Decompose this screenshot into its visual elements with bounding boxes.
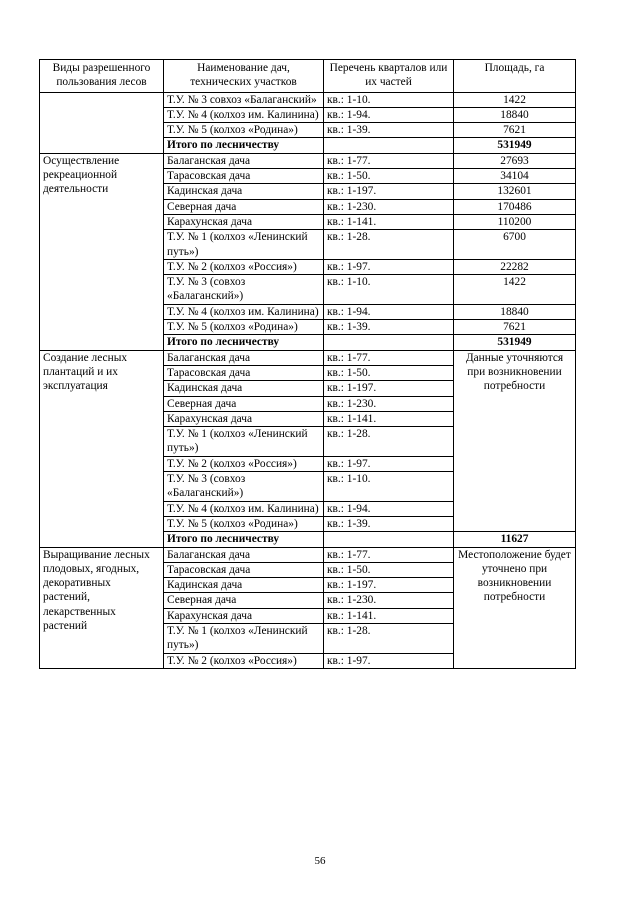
quarters-cell: кв.: 1-77. xyxy=(324,153,454,168)
area-name-cell: Т.У. № 4 (колхоз им. Калинина) xyxy=(164,107,324,122)
area-name-cell: Т.У. № 5 (колхоз «Родина») xyxy=(164,320,324,335)
area-value-cell: 7621 xyxy=(454,320,576,335)
area-name-cell: Т.У. № 3 совхоз «Балаганский» xyxy=(164,92,324,107)
total-value: 11627 xyxy=(454,532,576,547)
quarters-cell: кв.: 1-50. xyxy=(324,562,454,577)
area-name-cell: Т.У. № 2 (колхоз «Россия») xyxy=(164,259,324,274)
table-body xyxy=(40,92,576,668)
forest-use-table xyxy=(39,59,576,669)
area-name-cell: Т.У. № 3 (совхоз «Балаганский») xyxy=(164,472,324,502)
quarters-cell: кв.: 1-10. xyxy=(324,92,454,107)
area-name-cell: Т.У. № 4 (колхоз им. Калинина) xyxy=(164,304,324,319)
total-label: Итого по лесничеству xyxy=(164,335,324,350)
area-value-cell: 110200 xyxy=(454,214,576,229)
quarters-cell: кв.: 1-50. xyxy=(324,169,454,184)
total-label: Итого по лесничеству xyxy=(164,532,324,547)
area-name-cell: Тарасовская дача xyxy=(164,169,324,184)
area-name-cell: Т.У. № 3 (совхоз «Балаганский») xyxy=(164,275,324,305)
header-area: Площадь, га xyxy=(454,60,576,93)
quarters-cell: кв.: 1-230. xyxy=(324,593,454,608)
area-name-cell: Т.У. № 2 (колхоз «Россия») xyxy=(164,653,324,668)
quarters-cell: кв.: 1-77. xyxy=(324,350,454,365)
quarters-cell: кв.: 1-94. xyxy=(324,107,454,122)
quarters-cell: кв.: 1-197. xyxy=(324,381,454,396)
quarters-cell: кв.: 1-94. xyxy=(324,501,454,516)
quarters-cell: кв.: 1-50. xyxy=(324,365,454,380)
area-value-cell: 6700 xyxy=(454,230,576,260)
area-name-cell: Карахунская дача xyxy=(164,214,324,229)
area-name-cell: Северная дача xyxy=(164,593,324,608)
area-name-cell: Т.У. № 1 (колхоз «Ленинский путь») xyxy=(164,230,324,260)
total-empty-cell xyxy=(324,335,454,350)
area-value-cell: 7621 xyxy=(454,123,576,138)
page-number: 56 xyxy=(314,855,326,867)
use-type-cell: Осуществление рекреационной деятельности xyxy=(40,153,164,350)
area-value-cell: 22282 xyxy=(454,259,576,274)
area-note-cell: Данные уточняются при возникновении потребности xyxy=(454,350,576,532)
area-value-cell: 170486 xyxy=(454,199,576,214)
area-value-cell: 1422 xyxy=(454,92,576,107)
area-name-cell: Кадинская дача xyxy=(164,578,324,593)
table-row xyxy=(40,350,576,365)
total-value: 531949 xyxy=(454,138,576,153)
area-value-cell: 27693 xyxy=(454,153,576,168)
area-name-cell: Карахунская дача xyxy=(164,608,324,623)
quarters-cell: кв.: 1-10. xyxy=(324,472,454,502)
quarters-cell: кв.: 1-97. xyxy=(324,456,454,471)
quarters-cell: кв.: 1-141. xyxy=(324,214,454,229)
area-name-cell: Тарасовская дача xyxy=(164,562,324,577)
area-name-cell: Т.У. № 2 (колхоз «Россия») xyxy=(164,456,324,471)
table-row xyxy=(40,92,576,107)
area-value-cell: 18840 xyxy=(454,304,576,319)
use-type-cell: Выращивание лесных плодовых, ягодных, декоративных растений, лекарственных растений xyxy=(40,547,164,668)
area-name-cell: Т.У. № 4 (колхоз им. Калинина) xyxy=(164,501,324,516)
area-note-cell: Местоположение будет уточнено при возникновении потребности xyxy=(454,547,576,668)
quarters-cell: кв.: 1-28. xyxy=(324,427,454,457)
quarters-cell: кв.: 1-230. xyxy=(324,199,454,214)
total-empty-cell xyxy=(324,138,454,153)
quarters-cell: кв.: 1-28. xyxy=(324,230,454,260)
quarters-cell: кв.: 1-141. xyxy=(324,608,454,623)
area-name-cell: Тарасовская дача xyxy=(164,365,324,380)
quarters-cell: кв.: 1-197. xyxy=(324,184,454,199)
area-name-cell: Северная дача xyxy=(164,396,324,411)
area-name-cell: Т.У. № 5 (колхоз «Родина») xyxy=(164,516,324,531)
quarters-cell: кв.: 1-97. xyxy=(324,653,454,668)
area-name-cell: Балаганская дача xyxy=(164,350,324,365)
quarters-cell: кв.: 1-39. xyxy=(324,123,454,138)
area-name-cell: Балаганская дача xyxy=(164,547,324,562)
quarters-cell: кв.: 1-39. xyxy=(324,320,454,335)
quarters-cell: кв.: 1-77. xyxy=(324,547,454,562)
quarters-cell: кв.: 1-39. xyxy=(324,516,454,531)
total-label: Итого по лесничеству xyxy=(164,138,324,153)
area-name-cell: Северная дача xyxy=(164,199,324,214)
area-name-cell: Т.У. № 1 (колхоз «Ленинский путь») xyxy=(164,427,324,457)
use-type-cell: Создание лесных плантаций и их эксплуатация xyxy=(40,350,164,547)
area-name-cell: Т.У. № 5 (колхоз «Родина») xyxy=(164,123,324,138)
header-quarters: Перечень кварталов или их частей xyxy=(324,60,454,93)
area-name-cell: Кадинская дача xyxy=(164,381,324,396)
header-type: Виды разрешенного пользования лесов xyxy=(40,60,164,93)
quarters-cell: кв.: 1-97. xyxy=(324,259,454,274)
total-value: 531949 xyxy=(454,335,576,350)
table-row xyxy=(40,547,576,562)
table-header xyxy=(40,60,576,93)
area-name-cell: Балаганская дача xyxy=(164,153,324,168)
header-name: Наименование дач, технических участков xyxy=(164,60,324,93)
quarters-cell: кв.: 1-94. xyxy=(324,304,454,319)
area-value-cell: 132601 xyxy=(454,184,576,199)
quarters-cell: кв.: 1-230. xyxy=(324,396,454,411)
quarters-cell: кв.: 1-141. xyxy=(324,411,454,426)
area-value-cell: 18840 xyxy=(454,107,576,122)
area-name-cell: Кадинская дача xyxy=(164,184,324,199)
quarters-cell: кв.: 1-28. xyxy=(324,623,454,653)
area-value-cell: 1422 xyxy=(454,275,576,305)
table-row xyxy=(40,153,576,168)
quarters-cell: кв.: 1-10. xyxy=(324,275,454,305)
area-name-cell: Т.У. № 1 (колхоз «Ленинский путь») xyxy=(164,623,324,653)
quarters-cell: кв.: 1-197. xyxy=(324,578,454,593)
total-empty-cell xyxy=(324,532,454,547)
use-type-cell xyxy=(40,92,164,153)
area-value-cell: 34104 xyxy=(454,169,576,184)
area-name-cell: Карахунская дача xyxy=(164,411,324,426)
